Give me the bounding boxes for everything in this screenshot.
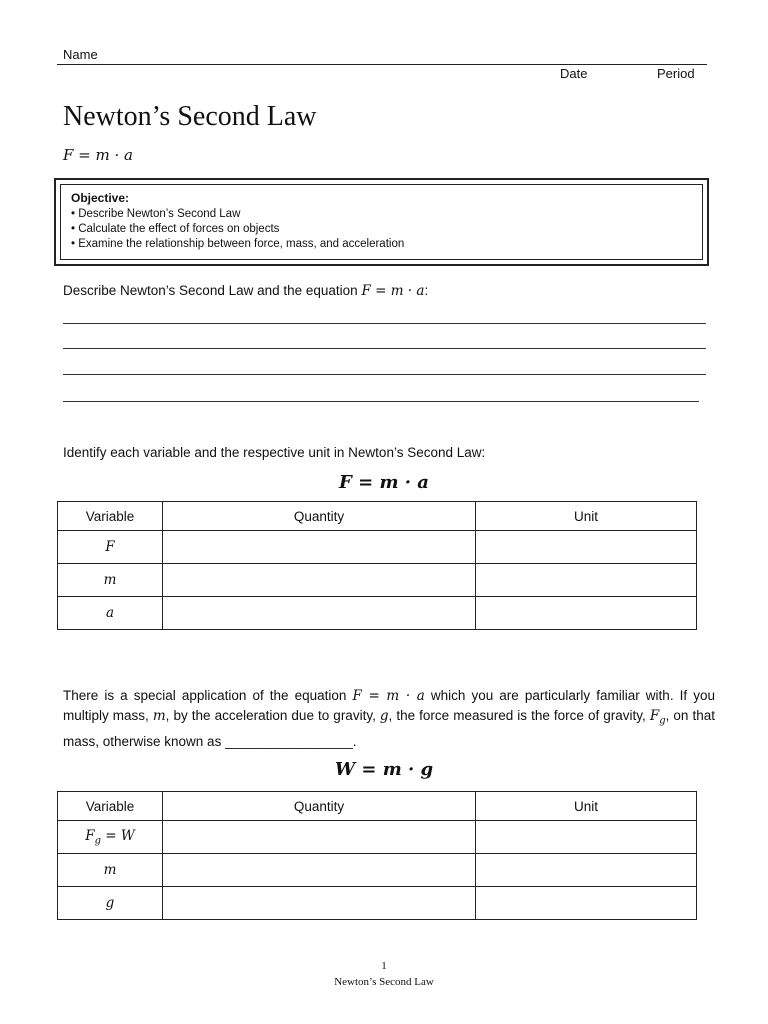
header-unit: Unit bbox=[476, 792, 697, 821]
period-label: Period bbox=[657, 66, 695, 81]
quantity-cell[interactable] bbox=[163, 597, 476, 630]
quantity-cell[interactable] bbox=[163, 564, 476, 597]
variable-cell: m bbox=[58, 564, 163, 597]
variable-cell: $F_g = W$ bbox=[58, 821, 163, 854]
header-variable: Variable bbox=[58, 792, 163, 821]
answer-line[interactable] bbox=[63, 374, 706, 375]
variable-cell: a bbox=[58, 597, 163, 630]
objective-item: • Calculate the effect of forces on objects bbox=[71, 223, 280, 235]
variables-table-1 bbox=[57, 501, 697, 630]
unit-cell[interactable] bbox=[476, 531, 697, 564]
answer-line[interactable] bbox=[63, 401, 699, 402]
table-row bbox=[58, 564, 697, 597]
variables-table-2 bbox=[57, 791, 697, 920]
quantity-cell[interactable] bbox=[163, 821, 476, 854]
identify-prompt: Identify each variable and the respective unit in Newton’s Second Law: bbox=[63, 445, 486, 460]
name-line[interactable] bbox=[57, 64, 707, 65]
header-unit: Unit bbox=[476, 502, 697, 531]
table-row bbox=[58, 887, 697, 920]
answer-line[interactable] bbox=[63, 348, 706, 349]
unit-cell[interactable] bbox=[476, 821, 697, 854]
header-quantity: Quantity bbox=[163, 792, 476, 821]
describe-prompt: Describe Newton’s Second Law and the equation F = m · a: bbox=[63, 283, 429, 299]
header-quantity: Quantity bbox=[163, 502, 476, 531]
title-equation: F = m · a bbox=[63, 146, 133, 164]
page-number: 1 bbox=[381, 960, 387, 972]
name-label: Name bbox=[63, 47, 98, 62]
unit-cell[interactable] bbox=[476, 564, 697, 597]
objective-item: • Examine the relationship between force, mass, and acceleration bbox=[71, 238, 405, 250]
answer-line[interactable] bbox=[63, 323, 706, 324]
quantity-cell[interactable] bbox=[163, 854, 476, 887]
variable-cell: g bbox=[58, 887, 163, 920]
table-header-row bbox=[58, 502, 697, 531]
table-row bbox=[58, 854, 697, 887]
weight-paragraph: There is a special application of the equation F = m · a which you are particularly familiar with. If you multiply mass, m, by the acceleration due to gravity, g, the force measured is the force of gravity, $F_g$, on that mass, otherwise known as _________________. bbox=[63, 688, 715, 749]
objective-box bbox=[54, 178, 709, 266]
table-header-row bbox=[58, 792, 697, 821]
variable-cell: m bbox=[58, 854, 163, 887]
table1-equation: F = m · a bbox=[339, 472, 429, 493]
date-label: Date bbox=[560, 66, 588, 81]
variable-cell: F bbox=[58, 531, 163, 564]
quantity-cell[interactable] bbox=[163, 887, 476, 920]
unit-cell[interactable] bbox=[476, 887, 697, 920]
footer-title: Newton’s Second Law bbox=[334, 976, 434, 988]
unit-cell[interactable] bbox=[476, 854, 697, 887]
table-row bbox=[58, 821, 697, 854]
weight-blank[interactable]: _________________ bbox=[225, 733, 353, 749]
table2-equation: W = m · g bbox=[334, 759, 434, 780]
table-row bbox=[58, 597, 697, 630]
objective-item: • Describe Newton’s Second Law bbox=[71, 208, 241, 220]
table-row bbox=[58, 531, 697, 564]
unit-cell[interactable] bbox=[476, 597, 697, 630]
header-variable: Variable bbox=[58, 502, 163, 531]
quantity-cell[interactable] bbox=[163, 531, 476, 564]
objective-heading: Objective: bbox=[71, 191, 130, 205]
page-title: Newton’s Second Law bbox=[63, 101, 317, 132]
